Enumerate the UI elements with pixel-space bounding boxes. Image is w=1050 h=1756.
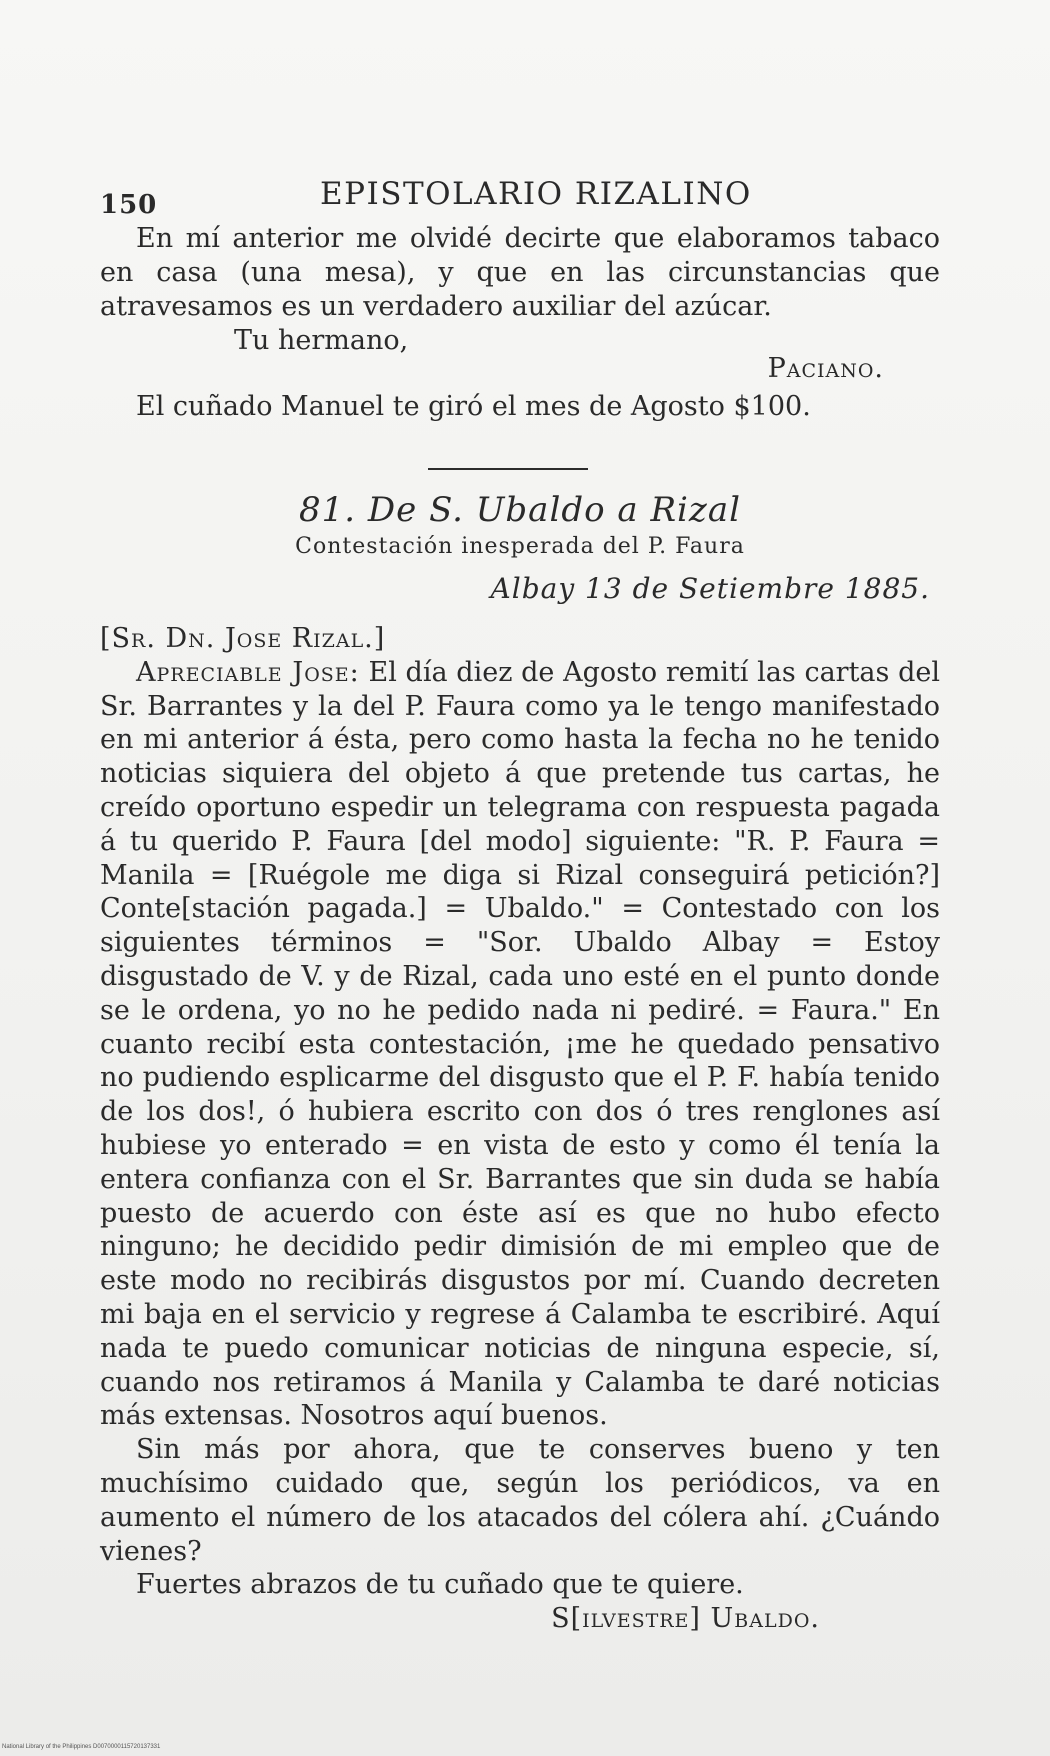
running-title: EPISTOLARIO RIZALINO [320,176,752,212]
letter-addressee: [Sr. Dn. Jose Rizal.] [100,623,386,654]
page-number: 150 [100,190,158,220]
letter-paragraph-3: Fuertes abrazos de tu cuñado que te quiere. [136,1569,744,1601]
previous-letter-paragraph: En mí anterior me olvidé decirte que elaboramos tabaco en casa (una mesa), y que en las circunstancias que atravesamos es un verdadero auxiliar del azúcar. [100,223,940,322]
letter-paragraph-1-text: El día diez de Agosto remití las cartas del Sr. Barrantes y la del P. Faura como ya le tengo manifestado en mi anterior á ésta, pero como hasta la fecha no he tenido noticias siquiera del objeto á que pretende tus cartas, he creído oportuno espedir un telegrama con respuesta pagada á tu querido P. Faura [del modo] siguiente: "R. P. Faura = Manila = [Ruégole me diga si Rizal conseguirá petición?] Conte[stación pagada.] = Ubaldo." = Contestado con los siguientes términos = "Sor. Ubaldo Albay = Estoy disgustado de V. y de Rizal, cada uno esté en el punto donde se le ordena, yo no he pedido nada ni pediré. = Faura." En cuanto recibí esta contestación, ¡me he quedado pensativo no pudiendo esplicarme del disgusto que el P. F. había tenido de los dos!, ó hubiera escrito con dos ó tres renglones así hubiese yo enterado = en vista de esto y como él tenía la entera confianza con el Sr. Barrantes que sin duda se había puesto de acuerdo con éste así es que no hubo efecto ninguno; he decidido pedir dimisión de mi empleo que de este modo no recibirás disgustos por mí. Cuando decreten mi baja en el servicio y regrese á Calamba te escribiré. Aquí nada te puedo comunicar noticias de ninguna especie, sí, cuando nos retiramos á Manila y Calamba te daré noticias más extensas. Nosotros aquí buenos. [100,656,940,1432]
previous-letter-postscript: El cuñado Manuel te giró el mes de Agosto $100. [136,391,811,422]
letter-title: 81. De S. Ubaldo a Rizal [299,490,741,530]
letter-body [100,622,940,1636]
previous-letter-signature: Paciano. [767,353,884,384]
letter-paragraph-2: Sin más por ahora, que te conserves bueno y ten muchísimo cuidado que, según los periódicos, va en aumento el número de los atacados del cólera ahí. ¿Cuándo vienes? [100,1434,940,1567]
letter-signature: S[ilvestre] Ubaldo. [551,1603,820,1635]
page-header [100,168,920,218]
letter-salutation: Apreciable Jose: [136,656,360,688]
previous-letter-valediction: Tu hermano, [234,325,409,356]
letter-dateline: Albay 13 de Setiembre 1885. [490,572,930,605]
letter-paragraph-1 [100,656,940,1433]
letter-subtitle: Contestación inesperada del P. Faura [295,534,745,559]
scan-credit: National Library of the Philippines D0070000115720137331 [2,1744,161,1750]
section-divider [428,468,588,470]
previous-letter-ending [100,222,940,424]
